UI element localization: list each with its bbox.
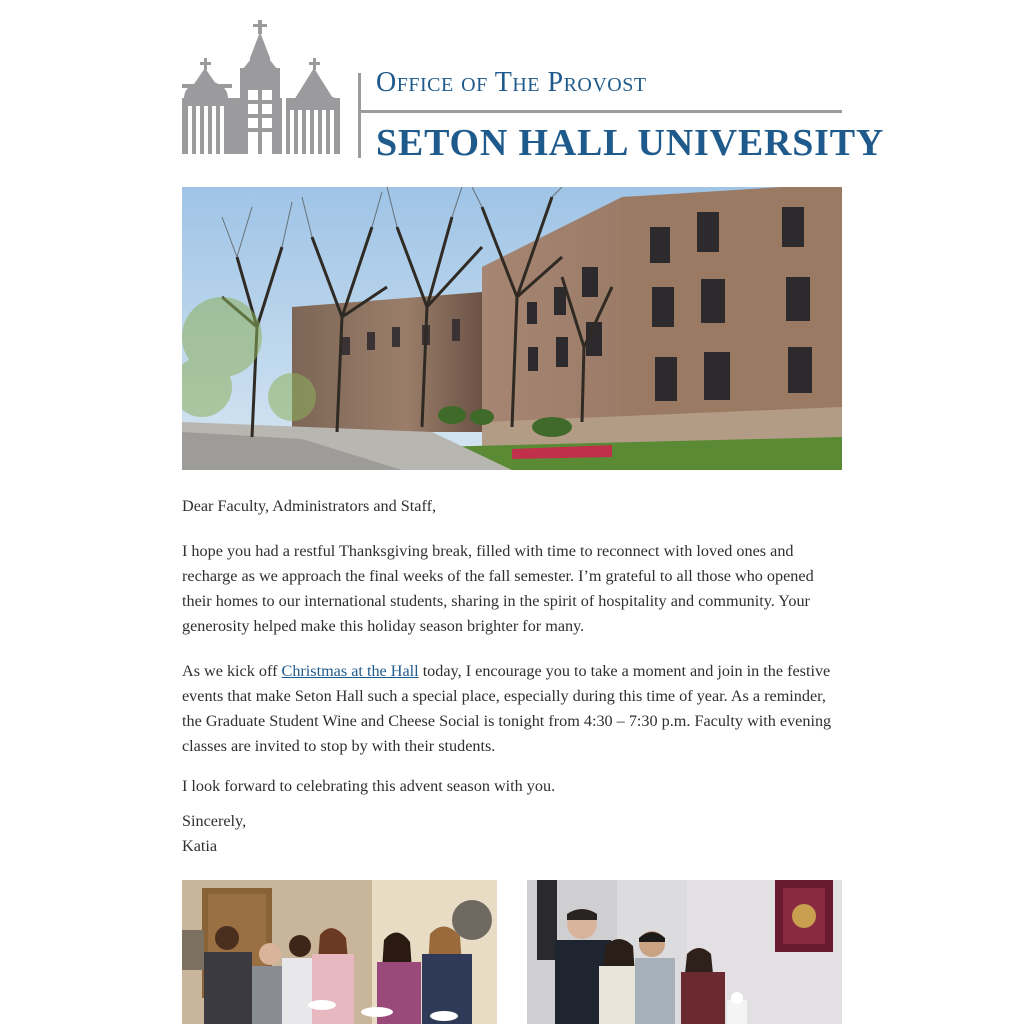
paragraph-christmas-intro: As we kick off [182,662,282,680]
letter-body [182,494,844,859]
greeting: Dear Faculty, Administrators and Staff, [182,497,437,515]
logo-divider-vertical [358,73,361,158]
paragraph-advent: I look forward to celebrating this advent season with you. [182,777,556,795]
university-name: SETON HALL UNIVERSITY [376,122,885,164]
logo-divider [360,110,842,113]
paragraph-christmas [182,659,844,759]
provost-logo [182,18,885,164]
christmas-at-the-hall-link[interactable]: Christmas at the Hall [281,662,419,680]
paragraph-christmas-rest: today, I encourage you to take a moment and join in the festive events that make Seton Hall such a special place, especially during this time of year. As a reminder, the Graduate Student Wine and Cheese Social is tonight from 4:30 – 7:30 p.m. Faculty with evening classes are invited to stop by with their students. [182,662,832,755]
signature: Katia [182,837,218,855]
campus-building-photo-icon [182,187,842,470]
group-photo-icon [182,880,497,1024]
university-building-icon [182,18,352,160]
closing: Sincerely, [182,812,247,830]
office-title: Office of The Provost [376,67,647,98]
paragraph-thanksgiving: I hope you had a restful Thanksgiving break, filled with time to reconnect with loved ones and recharge as we approach the final weeks of the fall semester. I’m grateful to all those who opened their homes to our international students, sharing in the spirit of hospitality and community. Your generosity helped make this holiday season brighter for many. [182,542,814,635]
group-photo-icon [527,880,842,1024]
